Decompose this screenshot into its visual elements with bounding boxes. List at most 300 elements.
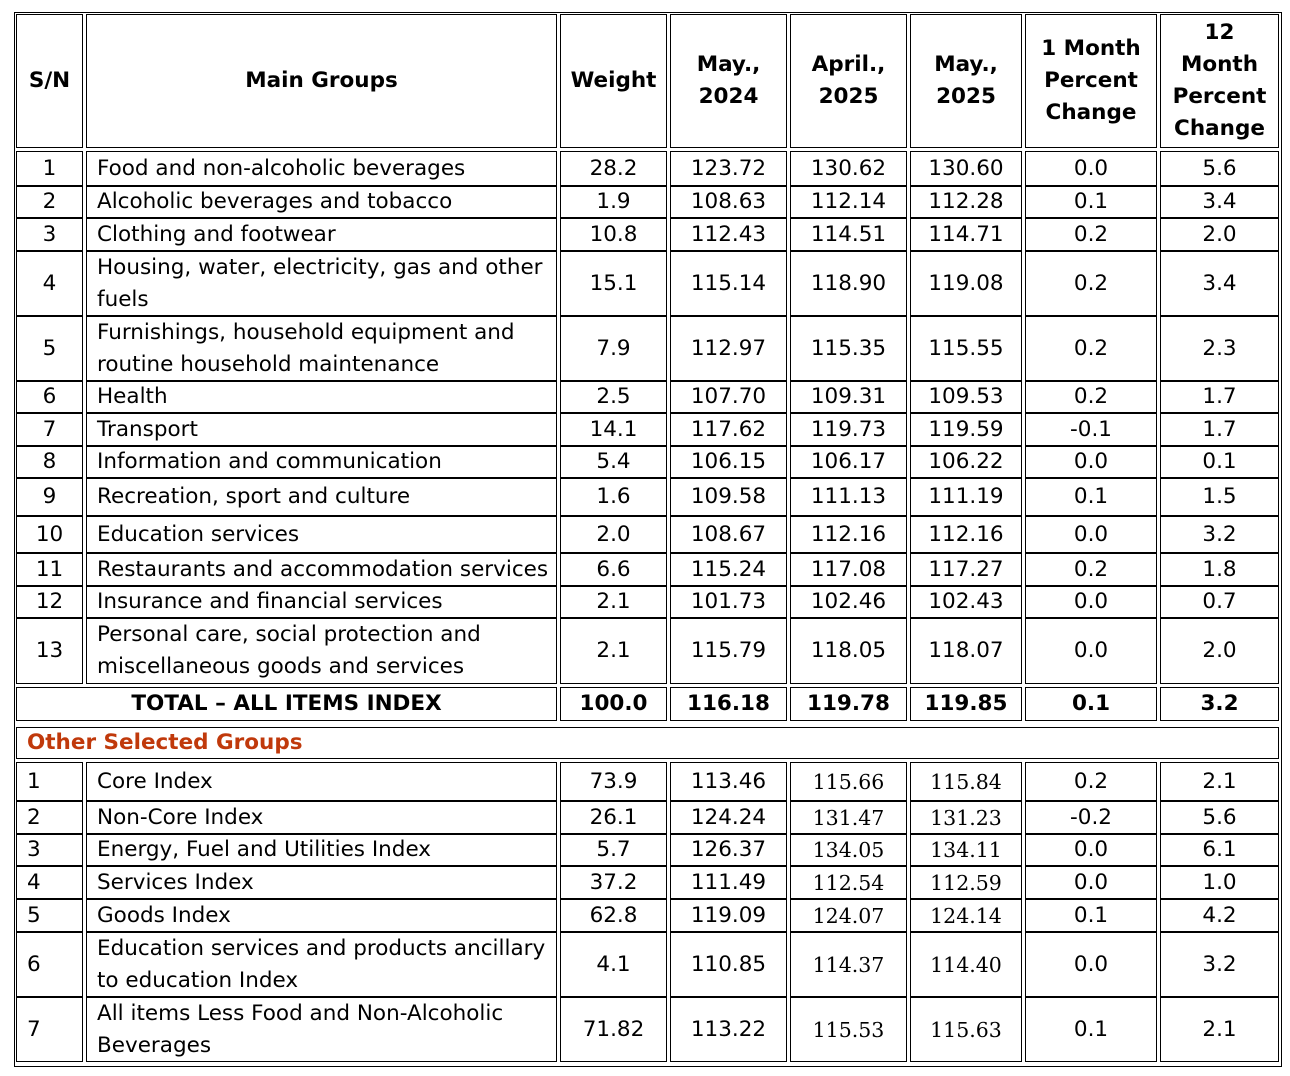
table-row-2-name-cell [86, 186, 557, 218]
table-row-12-sn-cell [16, 586, 83, 618]
table-row-7-may2025-cell [910, 413, 1022, 446]
header-sn: S/N [28, 68, 71, 93]
table-row-3-apr2025-cell [790, 218, 907, 251]
value-may2025: 114.71 [928, 221, 1004, 247]
table-row-13-m12-cell [1160, 618, 1279, 684]
table-row-6-name-cell [86, 381, 557, 413]
other-row-5-apr2025-cell [790, 899, 907, 932]
total-m12: 3.2 [1200, 691, 1239, 716]
table-row-2-apr2025-cell [790, 186, 907, 218]
table-row-9-m12-cell [1160, 478, 1279, 516]
value-may2024: 115.24 [690, 556, 767, 582]
value-weight: 1.9 [596, 189, 631, 214]
value-apr2025: 117.08 [810, 556, 887, 582]
value-apr2025: 115.53 [812, 1017, 885, 1042]
row-number: 4 [42, 270, 57, 296]
value-weight: 62.8 [589, 902, 638, 928]
row-number: 12 [35, 589, 64, 614]
value-m12: 2.0 [1202, 638, 1237, 663]
table-row-3-name-cell [86, 218, 557, 251]
table-row-7-apr2025-cell [790, 413, 907, 446]
value-may2025: 131.23 [930, 805, 1002, 830]
header-may-2024 [697, 49, 761, 113]
other-row-6-apr2025-cell [790, 932, 907, 997]
header-1-month-change-line: Percent [1044, 68, 1138, 93]
value-apr2025: 118.05 [810, 638, 887, 663]
other-row-7-sn-cell [16, 997, 83, 1062]
group-name: Clothing and footwear [97, 221, 336, 247]
value-m12: 1.5 [1202, 484, 1237, 509]
table-row-12-m1-cell [1025, 586, 1157, 618]
other-row-2-m1-cell [1025, 801, 1157, 834]
table-row-1-m1-cell [1025, 151, 1157, 186]
table-row-7-m1-cell [1025, 413, 1157, 446]
group-name: Insurance and financial services [97, 589, 443, 614]
table-row-8-weight-cell [560, 446, 667, 478]
header-1-month-change [1041, 33, 1141, 129]
value-may2025: 115.55 [928, 335, 1004, 361]
value-apr2025: 115.35 [810, 335, 887, 361]
table-row-4-may2024-cell [670, 251, 787, 316]
value-apr2025: 114.37 [812, 952, 885, 977]
value-may2025: 112.16 [928, 521, 1004, 547]
value-weight: 5.7 [596, 837, 631, 862]
value-m12: 3.2 [1202, 521, 1237, 547]
value-may2025: 117.27 [928, 556, 1004, 582]
value-may2025: 106.22 [928, 449, 1004, 474]
table-row-6-apr2025-cell [790, 381, 907, 413]
value-may2024: 119.09 [690, 902, 767, 928]
other-group-name: Non-Core Index [97, 804, 264, 830]
table-row-5-apr2025-cell [790, 316, 907, 381]
other-row-6-name-cell [86, 932, 557, 997]
table-row-10-apr2025-cell [790, 516, 907, 553]
group-name: Transport [97, 416, 198, 442]
table-row-11-weight-cell [560, 553, 667, 586]
value-may2025: 112.28 [928, 189, 1004, 214]
total-m1-cell [1025, 687, 1157, 721]
table-row-7-weight-cell [560, 413, 667, 446]
header-may-2025 [934, 49, 998, 113]
table-row-6-weight-cell [560, 381, 667, 413]
table-row-6-m12-cell [1160, 381, 1279, 413]
other-row-2-apr2025-cell [790, 801, 907, 834]
value-m1: 0.2 [1073, 556, 1109, 582]
value-may2024: 108.67 [690, 521, 767, 547]
table-row-9-name-cell [86, 478, 557, 516]
other-row-5-m1-cell [1025, 899, 1157, 932]
group-name: Housing, water, electricity, gas and other fuels [97, 254, 543, 312]
table-row-12-may2024-cell [670, 586, 787, 618]
header-12-month-change-line: Percent [1172, 84, 1267, 109]
value-apr2025: 131.47 [812, 805, 885, 830]
group-name: Recreation, sport and culture [97, 484, 411, 509]
other-row-7-weight-cell [560, 997, 667, 1062]
other-row-5-name-cell [86, 899, 557, 932]
value-m12: 3.2 [1202, 951, 1237, 977]
value-apr2025: 114.51 [810, 221, 887, 247]
value-m1: 0.0 [1073, 951, 1109, 977]
value-weight: 26.1 [589, 804, 638, 830]
table-row-6-may2025-cell [910, 381, 1022, 413]
value-weight: 37.2 [589, 869, 638, 895]
header-sn-cell [16, 14, 83, 148]
header-12-month-change-line: Month [1180, 52, 1259, 77]
value-may2024: 112.97 [690, 335, 767, 361]
header-12-month-change-line: 12 [1204, 20, 1235, 45]
value-may2024: 112.43 [690, 221, 767, 247]
other-row-3-weight-cell [560, 834, 667, 866]
value-may2024: 123.72 [690, 155, 767, 181]
row-number: 3 [27, 837, 41, 862]
table-row-9-sn-cell [16, 478, 83, 516]
table-row-5-weight-cell [560, 316, 667, 381]
value-weight: 5.4 [596, 449, 631, 474]
other-row-6-may2024-cell [670, 932, 787, 997]
other-row-2-may2024-cell [670, 801, 787, 834]
value-m1: 0.0 [1073, 155, 1109, 181]
value-may2025: 134.11 [930, 838, 1002, 862]
header-main-groups: Main Groups [245, 68, 398, 93]
value-weight: 2.1 [596, 638, 631, 663]
table-row-8-apr2025-cell [790, 446, 907, 478]
table-row-1-may2025-cell [910, 151, 1022, 186]
header-april-2025-line: April., [811, 52, 886, 77]
value-m1: 0.0 [1073, 638, 1109, 663]
table-row-4-sn-cell [16, 251, 83, 316]
table-row-12-apr2025-cell [790, 586, 907, 618]
value-m1: 0.1 [1073, 902, 1109, 928]
other-row-2-weight-cell [560, 801, 667, 834]
table-row-10-m12-cell [1160, 516, 1279, 553]
table-row-1-apr2025-cell [790, 151, 907, 186]
value-m12: 0.1 [1202, 449, 1237, 474]
header-may-2025-line: 2025 [936, 84, 996, 109]
value-apr2025: 130.62 [810, 155, 887, 181]
table-row-10-may2025-cell [910, 516, 1022, 553]
table-row-4-apr2025-cell [790, 251, 907, 316]
value-m1: 0.0 [1073, 837, 1109, 862]
value-weight: 6.6 [596, 556, 631, 582]
total-weight-cell [560, 687, 667, 721]
value-m1: 0.0 [1073, 589, 1109, 614]
value-may2024: 124.24 [690, 804, 767, 830]
table-row-3-weight-cell [560, 218, 667, 251]
table-row-13-apr2025-cell [790, 618, 907, 684]
table-row-11-may2024-cell [670, 553, 787, 586]
header-main-groups-cell [86, 14, 557, 148]
table-row-4-m12-cell [1160, 251, 1279, 316]
other-row-3-may2024-cell [670, 834, 787, 866]
value-may2024: 117.62 [690, 416, 767, 442]
header-12-month-change-line: Change [1174, 116, 1265, 141]
value-apr2025: 124.07 [812, 903, 885, 928]
table-row-11-apr2025-cell [790, 553, 907, 586]
other-row-6-m1-cell [1025, 932, 1157, 997]
header-may-2024-cell [670, 14, 787, 148]
value-m1: -0.2 [1070, 804, 1112, 830]
value-weight: 4.1 [596, 951, 631, 977]
table-row-13-may2024-cell [670, 618, 787, 684]
total-m1: 0.1 [1071, 691, 1111, 716]
value-m1: -0.1 [1070, 416, 1112, 442]
table-row-2-m1-cell [1025, 186, 1157, 218]
value-m12: 3.4 [1202, 270, 1237, 296]
value-m1: 0.1 [1073, 1016, 1109, 1042]
other-row-1-m1-cell [1025, 762, 1157, 801]
other-row-4-sn-cell [16, 866, 83, 899]
value-weight: 2.1 [596, 589, 631, 614]
table-row-9-m1-cell [1025, 478, 1157, 516]
total-apr2025: 119.78 [807, 691, 890, 716]
table-row-5-sn-cell [16, 316, 83, 381]
other-row-7-may2025-cell [910, 997, 1022, 1062]
row-number: 13 [35, 638, 64, 663]
value-may2025: 118.07 [928, 638, 1004, 663]
other-row-4-apr2025-cell [790, 866, 907, 899]
table-row-10-m1-cell [1025, 516, 1157, 553]
table-row-7-sn-cell [16, 413, 83, 446]
value-weight: 2.5 [596, 384, 631, 409]
table-row-7-m12-cell [1160, 413, 1279, 446]
total-may2025-cell [910, 687, 1022, 721]
table-row-5-may2025-cell [910, 316, 1022, 381]
value-may2025: 115.84 [930, 769, 1002, 794]
other-group-name: All items Less Food and Non-Alcoholic Beverages [97, 1000, 504, 1058]
header-april-2025-line: 2025 [818, 84, 879, 109]
value-may2024: 109.58 [690, 484, 767, 509]
table-row-5-name-cell [86, 316, 557, 381]
total-apr2025-cell [790, 687, 907, 721]
value-may2024: 106.15 [690, 449, 767, 474]
row-number: 5 [42, 335, 57, 361]
table-row-3-m1-cell [1025, 218, 1157, 251]
value-may2025: 115.63 [930, 1017, 1002, 1042]
table-row-6-m1-cell [1025, 381, 1157, 413]
group-name: Personal care, social protection and miscellaneous goods and services [97, 622, 481, 679]
table-row-11-m12-cell [1160, 553, 1279, 586]
table-row-4-may2025-cell [910, 251, 1022, 316]
other-row-5-weight-cell [560, 899, 667, 932]
value-m1: 0.0 [1073, 449, 1109, 474]
value-apr2025: 102.46 [810, 589, 887, 614]
table-row-9-may2025-cell [910, 478, 1022, 516]
other-row-1-weight-cell [560, 762, 667, 801]
value-may2024: 115.79 [690, 638, 767, 663]
group-name: Restaurants and accommodation services [97, 556, 549, 582]
value-may2025: 109.53 [928, 384, 1004, 409]
group-name: Education services [97, 521, 300, 547]
table-row-1-m12-cell [1160, 151, 1279, 186]
other-row-5-sn-cell [16, 899, 83, 932]
table-row-5-may2024-cell [670, 316, 787, 381]
value-apr2025: 112.16 [810, 521, 887, 547]
table-row-7-name-cell [86, 413, 557, 446]
header-may-2025-line: May., [934, 52, 998, 77]
table-row-2-weight-cell [560, 186, 667, 218]
value-m12: 4.2 [1202, 902, 1237, 928]
table-row-8-may2024-cell [670, 446, 787, 478]
header-1-month-change-cell [1025, 14, 1157, 148]
value-apr2025: 115.66 [812, 769, 885, 794]
total-m12-cell [1160, 687, 1279, 721]
table-row-6-sn-cell [16, 381, 83, 413]
other-row-2-name-cell [86, 801, 557, 834]
other-row-2-may2025-cell [910, 801, 1022, 834]
table-row-3-may2025-cell [910, 218, 1022, 251]
other-groups-title-cell [16, 727, 1279, 759]
value-m12: 2.0 [1202, 221, 1237, 247]
value-may2025: 119.08 [928, 270, 1004, 296]
value-m12: 2.1 [1202, 1016, 1237, 1042]
row-number: 2 [27, 804, 41, 830]
row-number: 1 [27, 768, 41, 794]
row-number: 5 [27, 902, 41, 928]
value-weight: 2.0 [596, 521, 631, 547]
table-row-8-sn-cell [16, 446, 83, 478]
value-m1: 0.0 [1073, 869, 1109, 895]
value-m1: 0.2 [1073, 221, 1109, 247]
other-row-5-may2024-cell [670, 899, 787, 932]
table-row-11-m1-cell [1025, 553, 1157, 586]
row-number: 11 [35, 556, 64, 582]
table-row-8-m12-cell [1160, 446, 1279, 478]
table-row-2-sn-cell [16, 186, 83, 218]
group-name: Food and non-alcoholic beverages [97, 155, 466, 181]
table-row-13-name-cell [86, 618, 557, 684]
other-row-1-name-cell [86, 762, 557, 801]
total-may2024-cell [670, 687, 787, 721]
value-m12: 2.3 [1202, 335, 1237, 361]
value-apr2025: 118.90 [810, 270, 887, 296]
value-m12: 5.6 [1202, 155, 1237, 181]
value-m12: 1.8 [1202, 556, 1237, 582]
table-row-5-m12-cell [1160, 316, 1279, 381]
value-may2025: 130.60 [928, 155, 1004, 181]
table-row-3-m12-cell [1160, 218, 1279, 251]
value-may2024: 113.46 [690, 768, 767, 794]
value-m12: 1.7 [1202, 384, 1237, 409]
other-group-name: Goods Index [97, 902, 231, 928]
table-row-11-name-cell [86, 553, 557, 586]
value-m12: 0.7 [1202, 589, 1237, 614]
value-may2024: 101.73 [690, 589, 767, 614]
value-weight: 28.2 [589, 155, 638, 181]
row-number: 7 [27, 1016, 41, 1042]
total-weight: 100.0 [579, 691, 648, 716]
value-may2024: 115.14 [690, 270, 767, 296]
table-row-1-name-cell [86, 151, 557, 186]
table-row-8-m1-cell [1025, 446, 1157, 478]
row-number: 7 [42, 416, 57, 442]
header-may-2024-line: 2024 [698, 84, 759, 109]
value-m12: 5.6 [1202, 804, 1237, 830]
table-row-12-may2025-cell [910, 586, 1022, 618]
value-may2024: 107.70 [690, 384, 767, 409]
table-row-2-m12-cell [1160, 186, 1279, 218]
value-apr2025: 112.54 [812, 870, 885, 895]
other-row-4-weight-cell [560, 866, 667, 899]
header-weight-cell [560, 14, 667, 148]
other-row-7-apr2025-cell [790, 997, 907, 1062]
value-apr2025: 111.13 [810, 484, 887, 509]
other-row-3-name-cell [86, 834, 557, 866]
header-12-month-change [1173, 17, 1267, 145]
table-row-12-weight-cell [560, 586, 667, 618]
value-may2024: 110.85 [690, 951, 767, 977]
value-may2025: 119.59 [928, 416, 1004, 442]
value-weight: 10.8 [589, 221, 638, 247]
group-name: Furnishings, household equipment and routine household maintenance [97, 319, 515, 377]
other-row-1-may2025-cell [910, 762, 1022, 801]
header-12-month-change-cell [1160, 14, 1279, 148]
other-group-name: Core Index [97, 768, 213, 794]
table-row-13-may2025-cell [910, 618, 1022, 684]
table-row-10-may2024-cell [670, 516, 787, 553]
value-may2024: 111.49 [690, 869, 767, 895]
other-row-7-may2024-cell [670, 997, 787, 1062]
header-april-2025 [812, 49, 886, 113]
value-weight: 7.9 [596, 335, 631, 361]
table-row-5-m1-cell [1025, 316, 1157, 381]
row-number: 8 [42, 449, 57, 474]
value-apr2025: 134.05 [812, 838, 885, 862]
other-row-3-sn-cell [16, 834, 83, 866]
value-apr2025: 109.31 [810, 384, 887, 409]
other-row-5-m12-cell [1160, 899, 1279, 932]
other-row-3-apr2025-cell [790, 834, 907, 866]
group-name: Information and communication [97, 449, 442, 474]
header-april-2025-cell [790, 14, 907, 148]
table-row-13-weight-cell [560, 618, 667, 684]
value-may2025: 114.40 [930, 952, 1002, 977]
row-number: 10 [35, 521, 64, 547]
group-name: Alcoholic beverages and tobacco [97, 189, 453, 214]
value-may2024: 108.63 [690, 189, 767, 214]
other-row-4-may2025-cell [910, 866, 1022, 899]
other-row-5-may2025-cell [910, 899, 1022, 932]
table-row-9-weight-cell [560, 478, 667, 516]
value-m12: 2.1 [1202, 768, 1237, 794]
value-m1: 0.1 [1073, 189, 1109, 214]
table-row-3-sn-cell [16, 218, 83, 251]
table-row-3-may2024-cell [670, 218, 787, 251]
table-row-4-m1-cell [1025, 251, 1157, 316]
table-row-12-m12-cell [1160, 586, 1279, 618]
value-may2025: 102.43 [928, 589, 1004, 614]
row-number: 9 [42, 484, 57, 509]
row-number: 6 [42, 384, 57, 409]
value-m1: 0.1 [1073, 484, 1109, 509]
other-row-7-m12-cell [1160, 997, 1279, 1062]
table-row-2-may2024-cell [670, 186, 787, 218]
value-m1: 0.2 [1073, 384, 1109, 409]
table-row-9-apr2025-cell [790, 478, 907, 516]
table-row-9-may2024-cell [670, 478, 787, 516]
other-group-name: Education services and products ancillary to education Index [97, 935, 546, 993]
other-row-3-may2025-cell [910, 834, 1022, 866]
header-1-month-change-line: 1 Month [1041, 36, 1141, 61]
table-row-11-sn-cell [16, 553, 83, 586]
other-row-2-sn-cell [16, 801, 83, 834]
table-row-1-sn-cell [16, 151, 83, 186]
other-row-1-apr2025-cell [790, 762, 907, 801]
other-row-4-m1-cell [1025, 866, 1157, 899]
table-row-1-may2024-cell [670, 151, 787, 186]
row-number: 2 [42, 189, 57, 214]
other-row-3-m12-cell [1160, 834, 1279, 866]
header-1-month-change-line: Change [1045, 100, 1137, 125]
